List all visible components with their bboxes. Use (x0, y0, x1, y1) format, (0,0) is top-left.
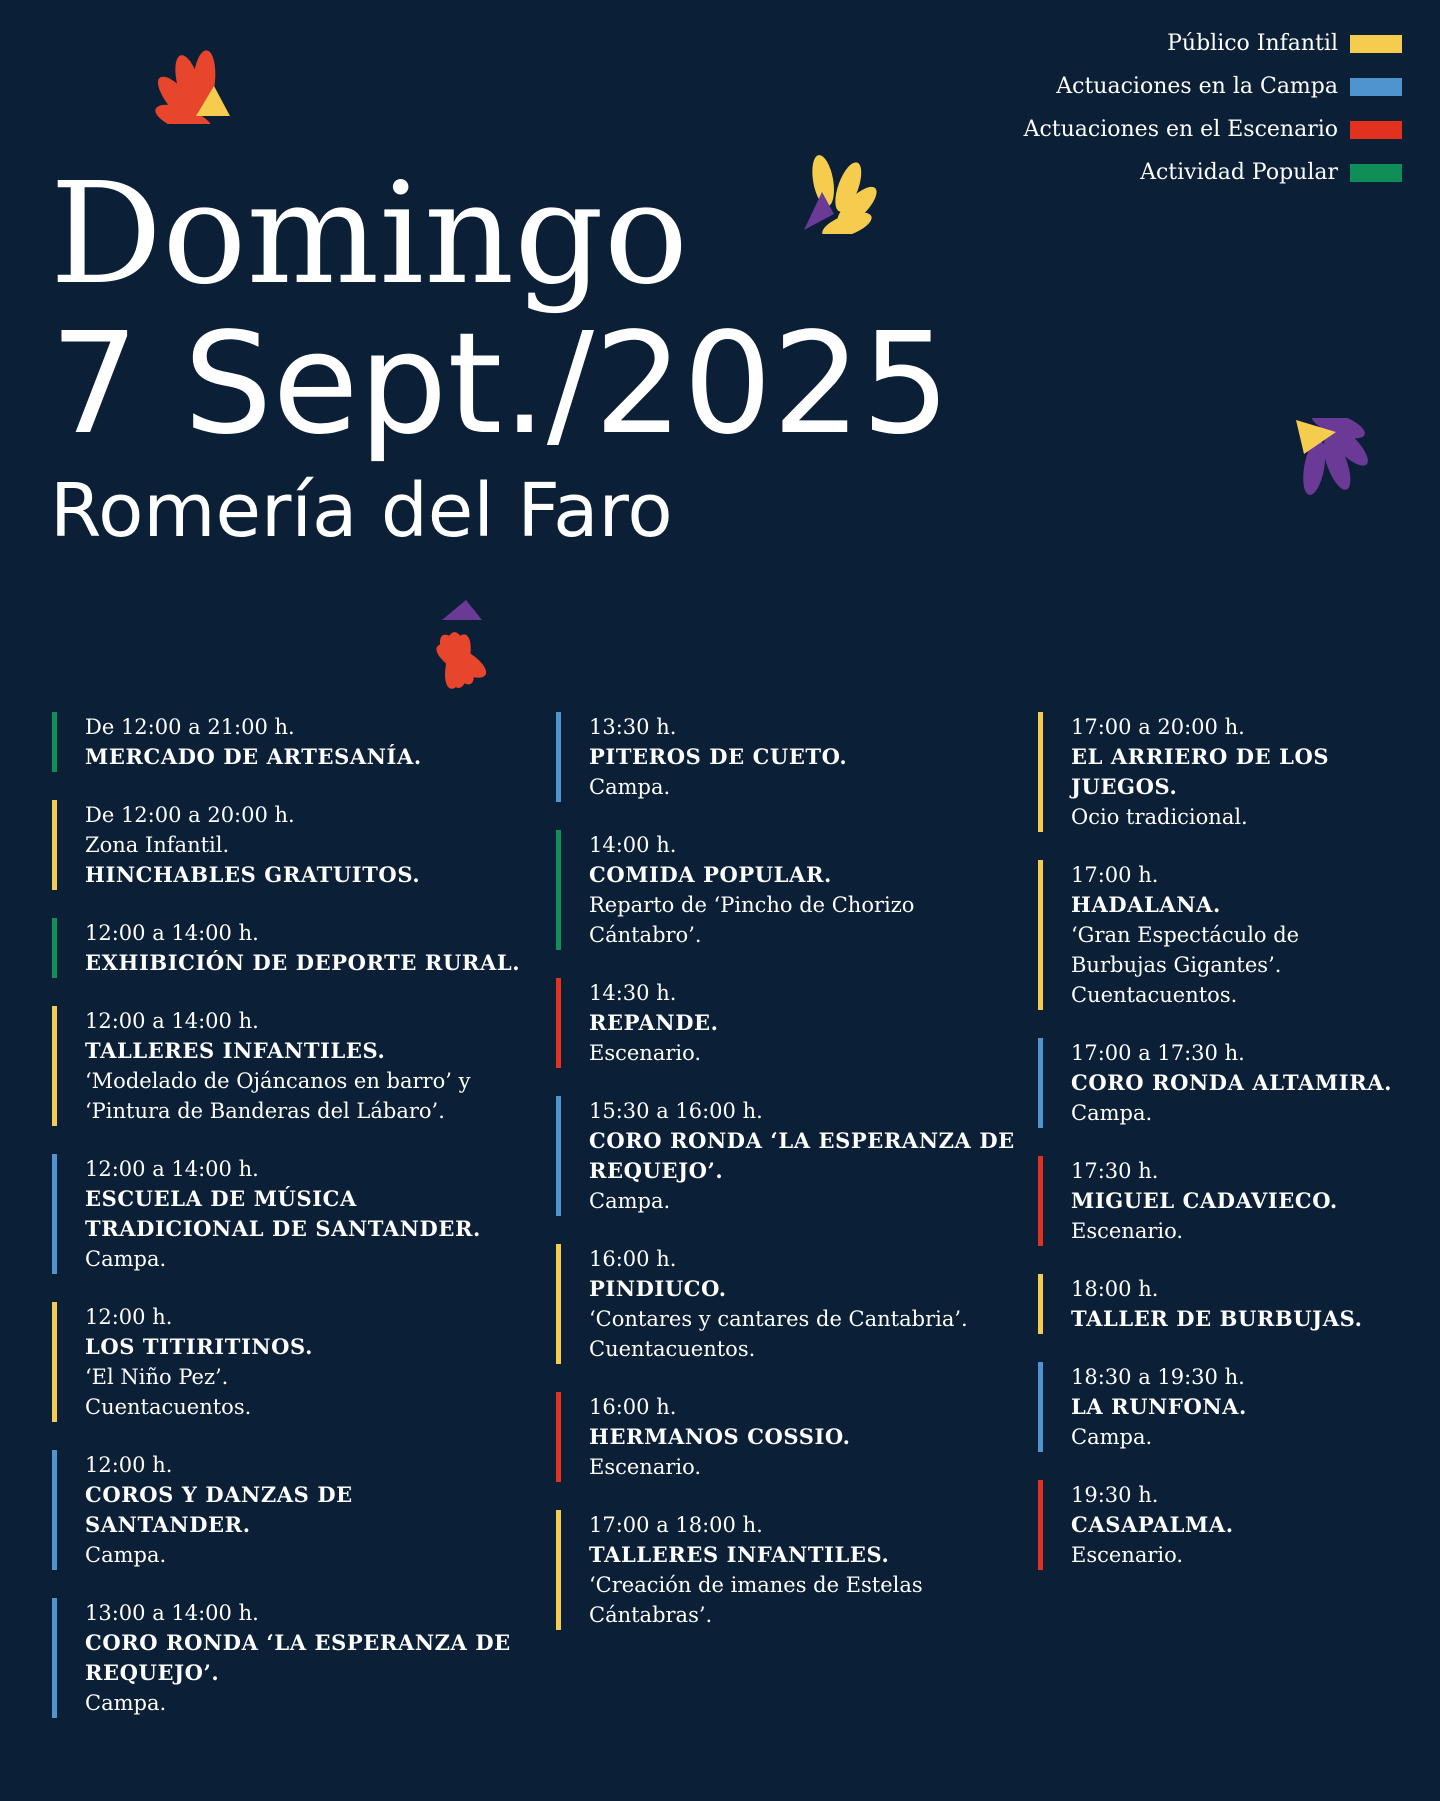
event-name: CORO RONDA ‘LA ESPERANZA DE REQUEJO’. (589, 1128, 1015, 1183)
event-name: PINDIUCO. (589, 1276, 727, 1301)
event-detail: ‘Pintura de Banderas del Lábaro’. (85, 1099, 445, 1123)
event-time: 12:00 h. (85, 1305, 173, 1329)
legend-item-escenario (1024, 116, 1402, 144)
schedule-event (556, 1510, 1016, 1630)
schedule-column-2 (556, 712, 1016, 1658)
legend-label: Actuaciones en la Campa (1056, 74, 1338, 99)
event-name: ESCUELA DE MÚSICA TRADICIONAL DE SANTANDER. (85, 1186, 481, 1241)
legend-item-popular (1140, 159, 1402, 187)
schedule-event (556, 1244, 1016, 1364)
event-name: MERCADO DE ARTESANÍA. (85, 744, 422, 769)
event-time: 15:30 a 16:00 h. (589, 1099, 763, 1123)
legend-swatch-yellow (1350, 35, 1402, 53)
schedule-event (1038, 1480, 1408, 1570)
event-time: 14:00 h. (589, 833, 677, 857)
event-detail: Cuentacuentos. (1071, 983, 1238, 1007)
event-detail: Escenario. (589, 1455, 702, 1479)
event-time: 12:00 a 14:00 h. (85, 1157, 259, 1181)
event-time: 17:00 a 20:00 h. (1071, 715, 1245, 739)
legend-item-infantil (1167, 30, 1402, 58)
event-name: COROS Y DANZAS DE SANTANDER. (85, 1482, 353, 1537)
event-detail: ‘Gran Espectáculo de (1071, 923, 1300, 947)
event-detail: Cántabras’. (589, 1603, 713, 1627)
schedule-event (1038, 1362, 1408, 1452)
schedule-event (1038, 1274, 1408, 1334)
schedule-column-3 (1038, 712, 1408, 1598)
flower-icon (402, 600, 498, 690)
event-detail: Burbujas Gigantes’. (1071, 953, 1282, 977)
legend-swatch-green (1350, 164, 1402, 182)
event-name: HERMANOS COSSIO. (589, 1424, 851, 1449)
event-name: PITEROS DE CUETO. (589, 744, 848, 769)
event-time: 17:00 a 17:30 h. (1071, 1041, 1245, 1065)
event-pre: Zona Infantil. (85, 833, 230, 857)
event-detail: ‘El Niño Pez’. (85, 1365, 229, 1389)
legend-swatch-red (1350, 121, 1402, 139)
event-detail: Ocio tradicional. (1071, 805, 1248, 829)
subtitle: Romería del Faro (50, 468, 673, 554)
event-detail: Campa. (589, 775, 671, 799)
event-detail: Escenario. (589, 1041, 702, 1065)
event-detail: Cuentacuentos. (589, 1337, 756, 1361)
schedule-event (556, 978, 1016, 1068)
event-detail: Cántabro’. (589, 923, 702, 947)
event-name: HADALANA. (1071, 892, 1221, 917)
event-name: MIGUEL CADAVIECO. (1071, 1188, 1338, 1213)
schedule-event (52, 1598, 522, 1718)
event-name: CASAPALMA. (1071, 1512, 1234, 1537)
legend (1024, 30, 1402, 187)
schedule-event (52, 1450, 522, 1570)
event-time: 14:30 h. (589, 981, 677, 1005)
schedule-event (52, 1006, 522, 1126)
schedule-event (52, 1154, 522, 1274)
event-time: 13:30 h. (589, 715, 677, 739)
legend-label: Actuaciones en el Escenario (1023, 117, 1338, 142)
event-time: 12:00 h. (85, 1453, 173, 1477)
event-detail: Campa. (85, 1691, 167, 1715)
event-time: 13:00 a 14:00 h. (85, 1601, 259, 1625)
flower-icon (1290, 418, 1390, 502)
event-name: LA RUNFONA. (1071, 1394, 1247, 1419)
schedule-column-1 (52, 712, 522, 1746)
event-time: 18:30 a 19:30 h. (1071, 1365, 1245, 1389)
event-name: TALLERES INFANTILES. (589, 1542, 890, 1567)
schedule-event (556, 830, 1016, 950)
event-detail: ‘Contares y cantares de Cantabria’. (589, 1307, 968, 1331)
schedule-event (556, 1096, 1016, 1216)
event-time: 17:00 h. (1071, 863, 1159, 887)
title-day: Domingo (50, 153, 689, 316)
legend-item-campa (1056, 73, 1402, 101)
schedule-event (52, 800, 522, 890)
event-detail: ‘Modelado de Ojáncanos en barro’ y (85, 1069, 471, 1093)
event-detail: Campa. (85, 1543, 167, 1567)
legend-label: Público Infantil (1167, 31, 1338, 56)
event-time: 12:00 a 14:00 h. (85, 921, 259, 945)
schedule-event (1038, 1038, 1408, 1128)
legend-swatch-blue (1350, 78, 1402, 96)
event-name: CORO RONDA ALTAMIRA. (1071, 1070, 1393, 1095)
event-time: De 12:00 a 20:00 h. (85, 803, 295, 827)
event-time: 17:30 h. (1071, 1159, 1159, 1183)
event-detail: Escenario. (1071, 1219, 1184, 1243)
legend-label: Actividad Popular (1140, 160, 1338, 185)
event-detail: Reparto de ‘Pincho de Chorizo (589, 893, 915, 917)
event-name: REPANDE. (589, 1010, 719, 1035)
event-detail: Campa. (85, 1247, 167, 1271)
event-name: TALLER DE BURBUJAS. (1071, 1306, 1363, 1331)
event-name: LOS TITIRITINOS. (85, 1334, 313, 1359)
flower-icon (140, 38, 240, 124)
headline (50, 153, 951, 556)
event-detail: Campa. (589, 1189, 671, 1213)
title-date: 7 Sept./2025 (50, 303, 951, 466)
event-detail: Escenario. (1071, 1543, 1184, 1567)
event-name: EL ARRIERO DE LOS JUEGOS. (1071, 744, 1330, 799)
schedule-event (1038, 1156, 1408, 1246)
event-detail: Campa. (1071, 1425, 1153, 1449)
event-time: 17:00 a 18:00 h. (589, 1513, 763, 1537)
event-name: HINCHABLES GRATUITOS. (85, 862, 421, 887)
event-detail: ‘Creación de imanes de Estelas (589, 1573, 923, 1597)
event-time: 16:00 h. (589, 1395, 677, 1419)
event-detail: Cuentacuentos. (85, 1395, 252, 1419)
schedule-event (52, 1302, 522, 1422)
event-name: CORO RONDA ‘LA ESPERANZA DE REQUEJO’. (85, 1630, 511, 1685)
event-time: 18:00 h. (1071, 1277, 1159, 1301)
schedule-event (52, 918, 522, 978)
schedule-event (556, 1392, 1016, 1482)
event-detail: Campa. (1071, 1101, 1153, 1125)
event-time: 16:00 h. (589, 1247, 677, 1271)
event-name: TALLERES INFANTILES. (85, 1038, 386, 1063)
event-time: 19:30 h. (1071, 1483, 1159, 1507)
event-name: COMIDA POPULAR. (589, 862, 832, 887)
schedule-event (556, 712, 1016, 802)
event-name: EXHIBICIÓN DE DEPORTE RURAL. (85, 950, 521, 975)
schedule-event (52, 712, 522, 772)
schedule-event (1038, 712, 1408, 832)
schedule-event (1038, 860, 1408, 1010)
event-time: 12:00 a 14:00 h. (85, 1009, 259, 1033)
event-time: De 12:00 a 21:00 h. (85, 715, 295, 739)
